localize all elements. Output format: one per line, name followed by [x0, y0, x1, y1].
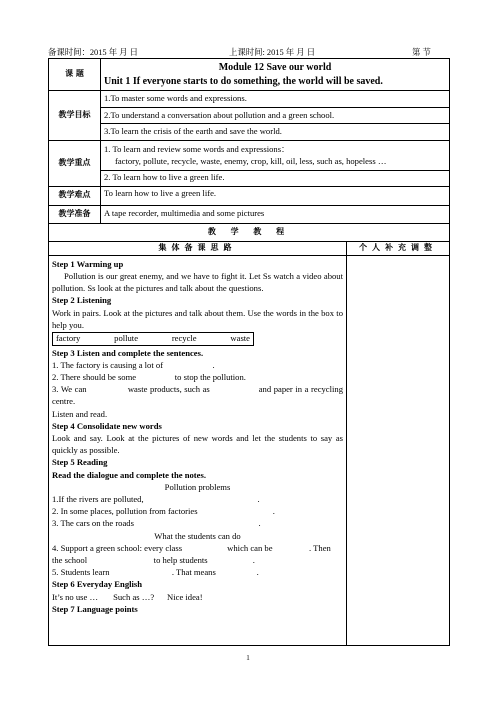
- goal-2: 2.To understand a conversation about pollution and a green school.: [101, 108, 449, 125]
- step5-line-5: 5. Students learn . That means .: [52, 567, 259, 578]
- key-point-1: 1. To learn and review some words and expressions：: [104, 144, 290, 155]
- step3-line-1: 1. The factory is causing a lot of .: [52, 359, 215, 370]
- key-point-2: 2. To learn how to live a green life.: [104, 171, 225, 182]
- section-label: 第 节: [412, 48, 431, 57]
- goal-1: 1.To master some words and expressions.: [101, 91, 449, 108]
- word-box-item: waste: [230, 333, 250, 343]
- teaching-steps: [49, 255, 347, 645]
- step2-text: Work in pairs. Look at the pictures and talk about them. Use the words in the box to help you.: [52, 307, 343, 330]
- col-left-heading: 集体备课思路: [49, 241, 347, 255]
- step4-title: Step 4 Consolidate new words: [52, 420, 162, 431]
- what-students-heading: What the students can do: [154, 530, 241, 541]
- word-box-item: factory: [56, 333, 81, 343]
- unit-title: Unit 1 If everyone starts to do something, the world will be saved.: [104, 75, 383, 87]
- step1-title: Step 1 Warming up: [52, 258, 124, 269]
- step3-line-4: Listen and read.: [52, 408, 108, 419]
- step3-line-3: 3. We can waste products, such as and paper in a recycling centre.: [52, 384, 346, 407]
- word-box: [52, 332, 254, 346]
- key-cell: [101, 140, 450, 186]
- step5-line-4: 4. Support a green school: every class which can be . Then the school to help students .: [52, 542, 333, 566]
- step3-title: Step 3 Listen and complete the sentences.: [52, 347, 204, 358]
- step6-title: Step 6 Everyday English: [52, 579, 143, 590]
- step4-text: Look and say. Look at the pictures of new words and let the students to say as quickly as possible.: [52, 433, 343, 456]
- difficult-text: To learn how to live a green life.: [101, 186, 450, 205]
- step5-line-3: 3. The cars on the roads .: [52, 518, 261, 529]
- word-box-item: recycle: [171, 333, 197, 343]
- prep-text: A tape recorder, multimedia and some pictures: [101, 205, 450, 223]
- step3-line-2: 2. There should be some to stop the pollution.: [52, 372, 246, 382]
- process-heading: 教 学 教 程: [49, 223, 450, 241]
- step1-text: Pollution is our great enemy, and we have to fight it. Let Ss watch a video about pollution. Ss look at the pictures and talk about the questions.: [52, 270, 343, 294]
- goals-label: 教学目标: [49, 91, 101, 141]
- step5-title: Step 5 Reading: [52, 457, 108, 468]
- key-point-words: factory, pollute, recycle, waste, enemy, crop, kill, oil, less, such as, hopeless …: [101, 156, 449, 171]
- page-header: [48, 46, 448, 58]
- personal-notes-column: [347, 255, 450, 645]
- key-label: 教学重点: [49, 140, 101, 186]
- prep-time: 备课时间：2015 年 月 日: [48, 48, 139, 57]
- step6-text: It’s no use … Such as …? Nice idea!: [52, 591, 203, 602]
- prep-label: 教学准备: [49, 205, 101, 223]
- pollution-problems-heading: Pollution problems: [164, 481, 231, 492]
- class-time: 上课时间: 2015 年 月 日: [229, 48, 316, 57]
- goal-3: 3.To learn the crisis of the earth and save the world.: [104, 126, 282, 137]
- step7-title: Step 7 Language points: [52, 603, 138, 614]
- difficult-label: 教学难点: [49, 186, 101, 205]
- topic-cell: [101, 59, 450, 91]
- module-title: Module 12 Save our world: [218, 62, 332, 73]
- page-number: 1: [246, 654, 250, 662]
- goals-cell: [101, 91, 450, 141]
- word-box-item: pollute: [114, 333, 139, 343]
- topic-label: 课 题: [49, 59, 101, 91]
- step5-subtitle: Read the dialogue and complete the notes.: [52, 469, 206, 480]
- step2-title: Step 2 Listening: [52, 295, 112, 306]
- step5-line-1: 1.If the rivers are polluted, .: [52, 494, 260, 505]
- step5-line-2: 2. In some places, pollution from factories .: [52, 506, 275, 517]
- col-right-heading: 个人补充调整: [347, 241, 450, 255]
- lesson-plan-table: [48, 58, 450, 646]
